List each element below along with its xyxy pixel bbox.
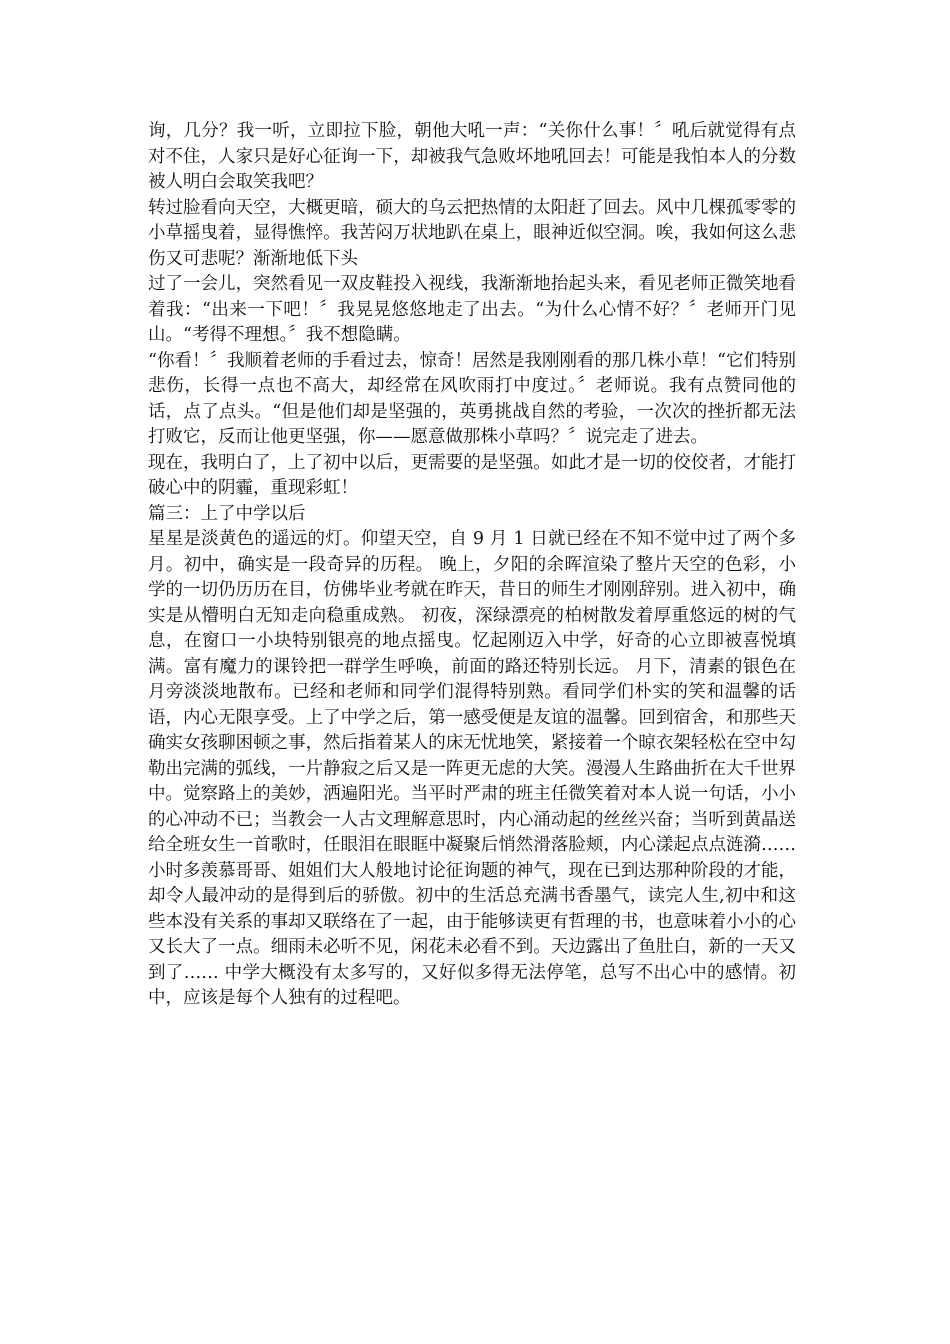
paragraph-1: 询，几分？我一听，立即拉下脸，朝他大吼一声：“关你什么事！〞吼后就觉得有点对不住，人家只是好心征询一下，却被我气急败坏地吼回去！可能是我怕本人的分数被人明白会取笑我吧？	[148, 121, 796, 192]
paragraph-5: 现在，我明白了，上了初中以后，更需要的是坚强。如此才是一切的佼佼者，才能打破心中的阴霾，重现彩虹！	[148, 452, 796, 498]
paragraph-4: “你看！〞我顺着老师的手看过去，惊奇！居然是我刚刚看的那几株小草！“它们特别悲伤，长得一点也不高大，却经常在风吹雨打中度过。〞老师说。我有点赞同他的话，点了点头。“但是他们却是坚强的，英勇挑战自然的考验，一次次的挫折都无法打败它，反而让他更坚强，你——愿意做那株小草吗？〞说完走了进去。	[148, 350, 796, 447]
section-title: 篇三：上了中学以后	[148, 503, 306, 524]
document-page	[148, 119, 796, 1012]
paragraph-3: 过了一会儿，突然看见一双皮鞋投入视线，我渐渐地抬起头来，看见老师正微笑地看着我：“出来一下吧！〞我晃晃悠悠地走了出去。“为什么心情不好？〞老师开门见山。“考得不理想。〞我不想隐瞒。	[148, 274, 796, 345]
section-body: 星星是淡黄色的遥远的灯。仰望天空，自 9 月 1 日就已经在不知不觉中过了两个多月。初中，确实是一段奇异的历程。 晚上，夕阳的余晖渲染了整片天空的色彩，小学的一切仍历历在目，仿佛毕业考就在昨天，昔日的师生才刚刚辞别。进入初中，确实是从懵明白无知走向稳重成熟。 初夜，深绿漂亮的柏树散发着厚重悠远的树的气息，在窗口一小块特别银亮的地点摇曳。忆起刚迈入中学，好奇的心立即被喜悦填满。富有魔力的课铃把一群学生呼唤，前面的路还特别长远。 月下，清素的银色在月旁淡淡地散布。已经和老师和同学们混得特别熟。看同学们朴实的笑和温馨的话语，内心无限享受。上了中学之后，第一感受便是友谊的温馨。回到宿舍，和那些天确实女孩聊困顿之事，然后指着某人的床无忧地笑，紧接着一个晾衣架轻松在空中勾勒出完满的弧线，一片静寂之后又是一阵更无虑的大笑。漫漫人生路曲折在大千世界中。觉察路上的美妙，洒遍阳光。当平时严肃的班主任微笑着对本人说一句话，小小的心冲动不已；当教会一人古文理解意思时，内心涌动起的丝丝兴奋；当听到黄晶送给全班女生一首歌时，任眼泪在眼眶中凝聚后悄然滑落脸颊，内心漾起点点涟漪……小时多羡慕哥哥、姐姐们大人般地讨论征询题的神气，现在已到达那种阶段的才能，却令人最冲动的是得到后的骄傲。初中的生活总充满书香墨气，读完人生,初中和这些本没有关系的事却又联络在了一起，由于能够读更有哲理的书，也意味着小小的心又长大了一点。细雨未必听不见，闲花未必看不到。天边露出了鱼肚白，新的一天又到了…… 中学大概没有太多写的，又好似多得无法停笔，总写不出心中的感情。初中，应该是每个人独有的过程吧。	[148, 529, 796, 1008]
paragraph-2: 转过脸看向天空，大概更暗，硕大的乌云把热情的太阳赶了回去。风中几棵孤零零的小草摇曳着，显得憔悴。我苦闷万状地趴在桌上，眼神近似空洞。唉，我如何这么悲伤又可悲呢？渐渐地低下头	[148, 197, 796, 269]
